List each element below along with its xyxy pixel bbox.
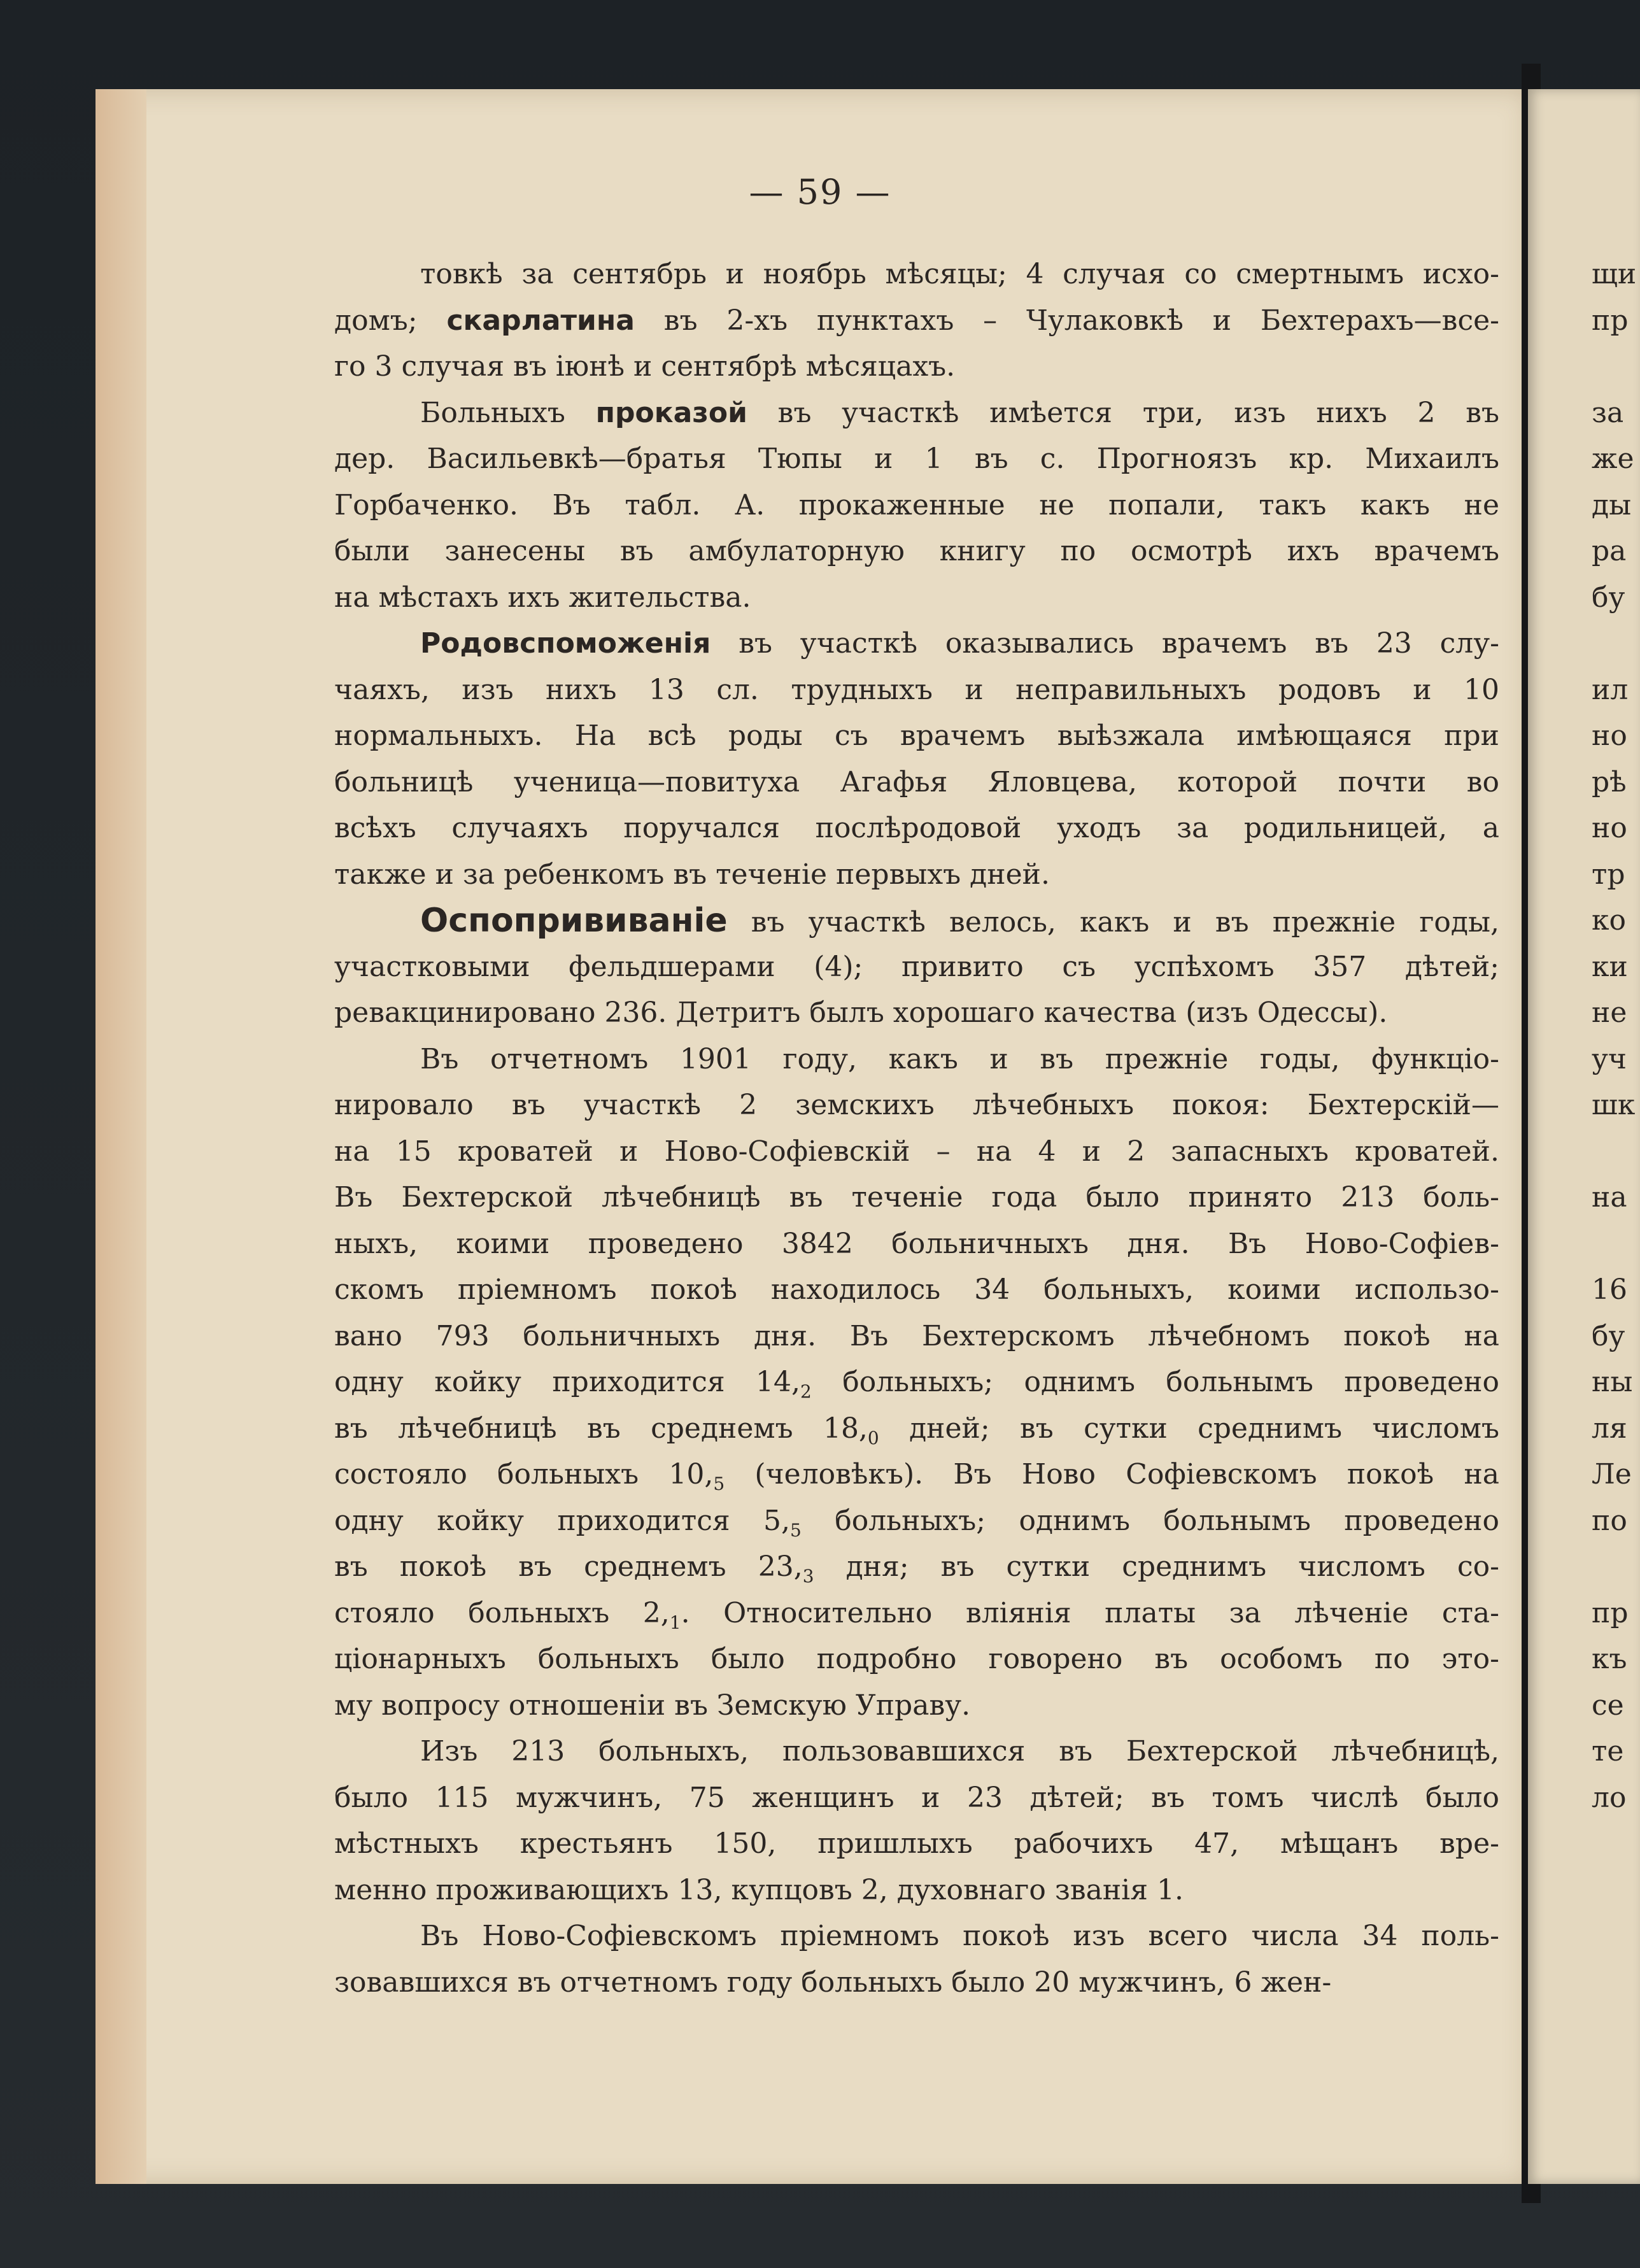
facing-page-fragment: по [1592,1504,1627,1537]
text-line [334,252,1499,298]
text-line [334,760,1499,806]
text-line [334,344,1499,390]
text-segment: больницѣ ученица—повитуха Агафья Яловцева, которой почти во [334,765,1499,798]
text-segment: участковыми фельдшерами (4); привито съ успѣхомъ 357 дѣтей; [334,950,1499,983]
text-segment: менно проживающихъ 13, купцовъ 2, духовнаго званія 1. [334,1873,1184,1906]
subscript-decimal: 0 [867,1427,879,1449]
text-line [334,990,1499,1037]
facing-page-fragment [1592,344,1640,390]
text-segment: нормальныхъ. На всѣ роды съ врачемъ выѣзжала имѣющаяся при [334,719,1499,752]
text-segment: нировало въ участкѣ 2 земскихъ лѣчебныхъ покоя: Бехтерскій— [334,1089,1499,1121]
text-segment: также и за ребенкомъ въ теченіе первыхъ дней. [334,858,1050,891]
text-segment: дня; въ сутки среднимъ числомъ со- [814,1550,1499,1583]
text-segment: одну койку приходится 14, [334,1366,800,1398]
facing-page-fragment [1592,1544,1640,1591]
section-heading: проказой [595,396,747,429]
facing-page-fragment: ра [1592,535,1627,567]
facing-page-text [1592,252,1640,1821]
facing-page-fragment [1592,1221,1640,1268]
text-line [334,1591,1499,1637]
text-line [334,1636,1499,1683]
facing-page-fragment: шк [1592,1089,1636,1121]
facing-page-fragment: ко [1592,904,1626,937]
facing-page-fragment: ки [1592,950,1628,983]
text-line [334,436,1499,483]
text-line [334,621,1499,667]
facing-page-fragment: же [1592,443,1634,475]
text-segment: больныхъ; однимъ больнымъ проведено [811,1366,1499,1398]
text-segment: въ покоѣ въ среднемъ 23, [334,1550,803,1583]
text-line [334,1544,1499,1591]
text-line [334,528,1499,575]
facing-page-fragment: ло [1592,1781,1627,1814]
paragraph [334,1729,1499,1913]
text-segment: ныхъ, коими проведено 3842 больничныхъ дня. Въ Ново-Софіев- [334,1227,1499,1260]
page-text [334,252,1499,2006]
text-line [334,1960,1499,2006]
facing-page-fragment: не [1592,996,1627,1029]
text-segment: мѣстныхъ крестьянъ 150, пришлыхъ рабочихъ 47, мѣщанъ вре- [334,1827,1499,1860]
text-line [334,667,1499,714]
text-line [334,1129,1499,1175]
facing-page-fragment: рѣ [1592,765,1627,798]
section-heading: Оспопрививаніе [420,902,728,940]
facing-page-fragment: ля [1592,1412,1627,1445]
subscript-decimal: 5 [790,1519,802,1541]
text-line [334,852,1499,898]
facing-page-fragment: щи [1592,258,1637,290]
text-segment: товкѣ за сентябрь и ноябрь мѣсяцы; 4 случая со смертнымъ исхо- [420,258,1499,290]
facing-page-fragment: уч [1592,1042,1627,1075]
text-segment: му вопросу отношеніи въ Земскую Управу. [334,1689,971,1722]
text-line [334,1868,1499,1914]
text-line [334,298,1499,344]
facing-page-fragment: къ [1592,1643,1627,1675]
text-line [334,1913,1499,1960]
text-segment: въ 2-хъ пунктахъ – Чулаковкѣ и Бехтерахъ—все- [634,304,1499,337]
text-line [334,1082,1499,1129]
text-line [334,1729,1499,1775]
facing-page-fragment: пр [1592,1596,1629,1629]
text-segment: Горбаченко. Въ табл. А. прокаженные не попали, такъ какъ не [334,488,1499,521]
text-segment: домъ; [334,304,447,337]
text-line [334,1359,1499,1406]
text-line [334,1314,1499,1360]
paragraph [334,898,1499,1037]
facing-page-fragment [1592,621,1640,667]
facing-page-fragment: тр [1592,858,1625,891]
text-segment: го 3 случая въ іюнѣ и сентябрѣ мѣсяцахъ. [334,350,956,383]
text-line [334,1175,1499,1221]
text-line [334,575,1499,621]
text-segment: Больныхъ [420,396,596,429]
text-segment: ціонарныхъ больныхъ было подробно говорено въ особомъ по это- [334,1643,1499,1675]
text-line [334,1452,1499,1498]
subscript-decimal: 2 [800,1380,812,1402]
text-segment: одну койку приходится 5, [334,1504,790,1537]
text-segment: Изъ 213 больныхъ, пользовавшихся въ Бехтерской лѣчебницѣ, [420,1735,1499,1768]
page-number: — 59 — [749,172,891,212]
facing-page-fragment: но [1592,719,1627,752]
text-line [334,1775,1499,1822]
subscript-decimal: 3 [802,1565,814,1587]
text-segment: чаяхъ, изъ нихъ 13 сл. трудныхъ и неправильныхъ родовъ и 10 [334,673,1499,706]
text-segment: въ лѣчебницѣ въ среднемъ 18, [334,1412,868,1445]
text-segment: въ участкѣ оказывались врачемъ въ 23 слу- [710,627,1499,660]
paragraph [334,1913,1499,2006]
text-segment: больныхъ; однимъ больнымъ проведено [801,1504,1499,1537]
section-heading: Родовспоможенія [420,627,711,660]
text-line [334,1267,1499,1314]
text-segment: Въ Ново-Софіевскомъ пріемномъ покоѣ изъ всего числа 34 поль- [420,1920,1499,1952]
text-segment: на мѣстахъ ихъ жительства. [334,581,751,614]
facing-page-fragment: те [1592,1735,1624,1768]
text-line [334,1037,1499,1083]
text-segment: были занесены въ амбулаторную книгу по осмотрѣ ихъ врачемъ [334,535,1499,567]
facing-page-fragment: но [1592,812,1627,844]
facing-page-fragment: 16 [1592,1273,1627,1306]
text-segment: скомъ пріемномъ покоѣ находилось 34 больныхъ, коими использо- [334,1273,1499,1306]
text-line [334,1406,1499,1452]
paragraph [334,252,1499,390]
text-line [334,805,1499,852]
facing-page-fragment [1592,1129,1640,1175]
subscript-decimal: 5 [713,1473,725,1494]
text-segment: было 115 мужчинъ, 75 женщинъ и 23 дѣтей; въ томъ числѣ было [334,1781,1499,1814]
text-segment: состояло больныхъ 10, [334,1458,714,1491]
text-segment: Въ отчетномъ 1901 году, какъ и въ прежніе годы, функціо- [420,1042,1499,1075]
text-segment: на 15 кроватей и Ново-Софіевскій – на 4 и 2 запасныхъ кроватей. [334,1135,1499,1168]
text-line [334,898,1499,944]
facing-page-fragment: ил [1592,673,1629,706]
text-line [334,713,1499,760]
text-segment: дер. Васильевкѣ—братья Тюпы и 1 въ с. Прогноязъ кр. Михаилъ [334,443,1499,475]
paragraph [334,621,1499,898]
text-line [334,1683,1499,1729]
paragraph [334,390,1499,621]
facing-page-fragment: бу [1592,581,1625,614]
text-line [334,1221,1499,1268]
text-segment: Въ Бехтерской лѣчебницѣ въ теченіе года было принято 213 боль- [334,1181,1499,1214]
facing-page-fragment: бу [1592,1319,1625,1352]
text-segment: (человѣкъ). Въ Ново Софіевскомъ покоѣ на [725,1458,1499,1491]
section-heading: скарлатина [446,304,635,337]
facing-page-fragment: ды [1592,488,1632,521]
text-segment: стояло больныхъ 2, [334,1596,670,1629]
text-segment: въ участкѣ имѣется три, изъ нихъ 2 въ [747,396,1499,429]
text-segment: въ участкѣ велось, какъ и въ прежніе годы, [727,906,1499,939]
text-segment: дней; въ сутки среднимъ числомъ [879,1412,1499,1445]
page-edge [95,89,146,2184]
subscript-decimal: 1 [669,1612,681,1633]
text-segment: . Относительно вліянія платы за лѣченіе ста- [681,1596,1499,1629]
text-segment: ревакцинировано 236. Детритъ былъ хорошаго качества (изъ Одессы). [334,996,1388,1029]
text-segment: зовавшихся въ отчетномъ году больныхъ было 20 мужчинъ, 6 жен- [334,1966,1332,1999]
facing-page-fragment: на [1592,1181,1627,1214]
text-line [334,1821,1499,1868]
facing-page-fragment: Ле [1592,1458,1632,1491]
facing-page-fragment: ны [1592,1366,1633,1398]
text-segment: вано 793 больничныхъ дня. Въ Бехтерскомъ лѣчебномъ покоѣ на [334,1319,1499,1352]
text-line [334,483,1499,529]
text-line [334,1498,1499,1545]
facing-page-fragment: се [1592,1689,1624,1722]
text-line [334,944,1499,991]
paragraph [334,1037,1499,1729]
facing-page-fragment: за [1592,396,1624,429]
facing-page-fragment: пр [1592,304,1629,337]
text-segment: всѣхъ случаяхъ поручался послѣродовой уходъ за родильницей, а [334,812,1499,844]
text-line [334,390,1499,437]
